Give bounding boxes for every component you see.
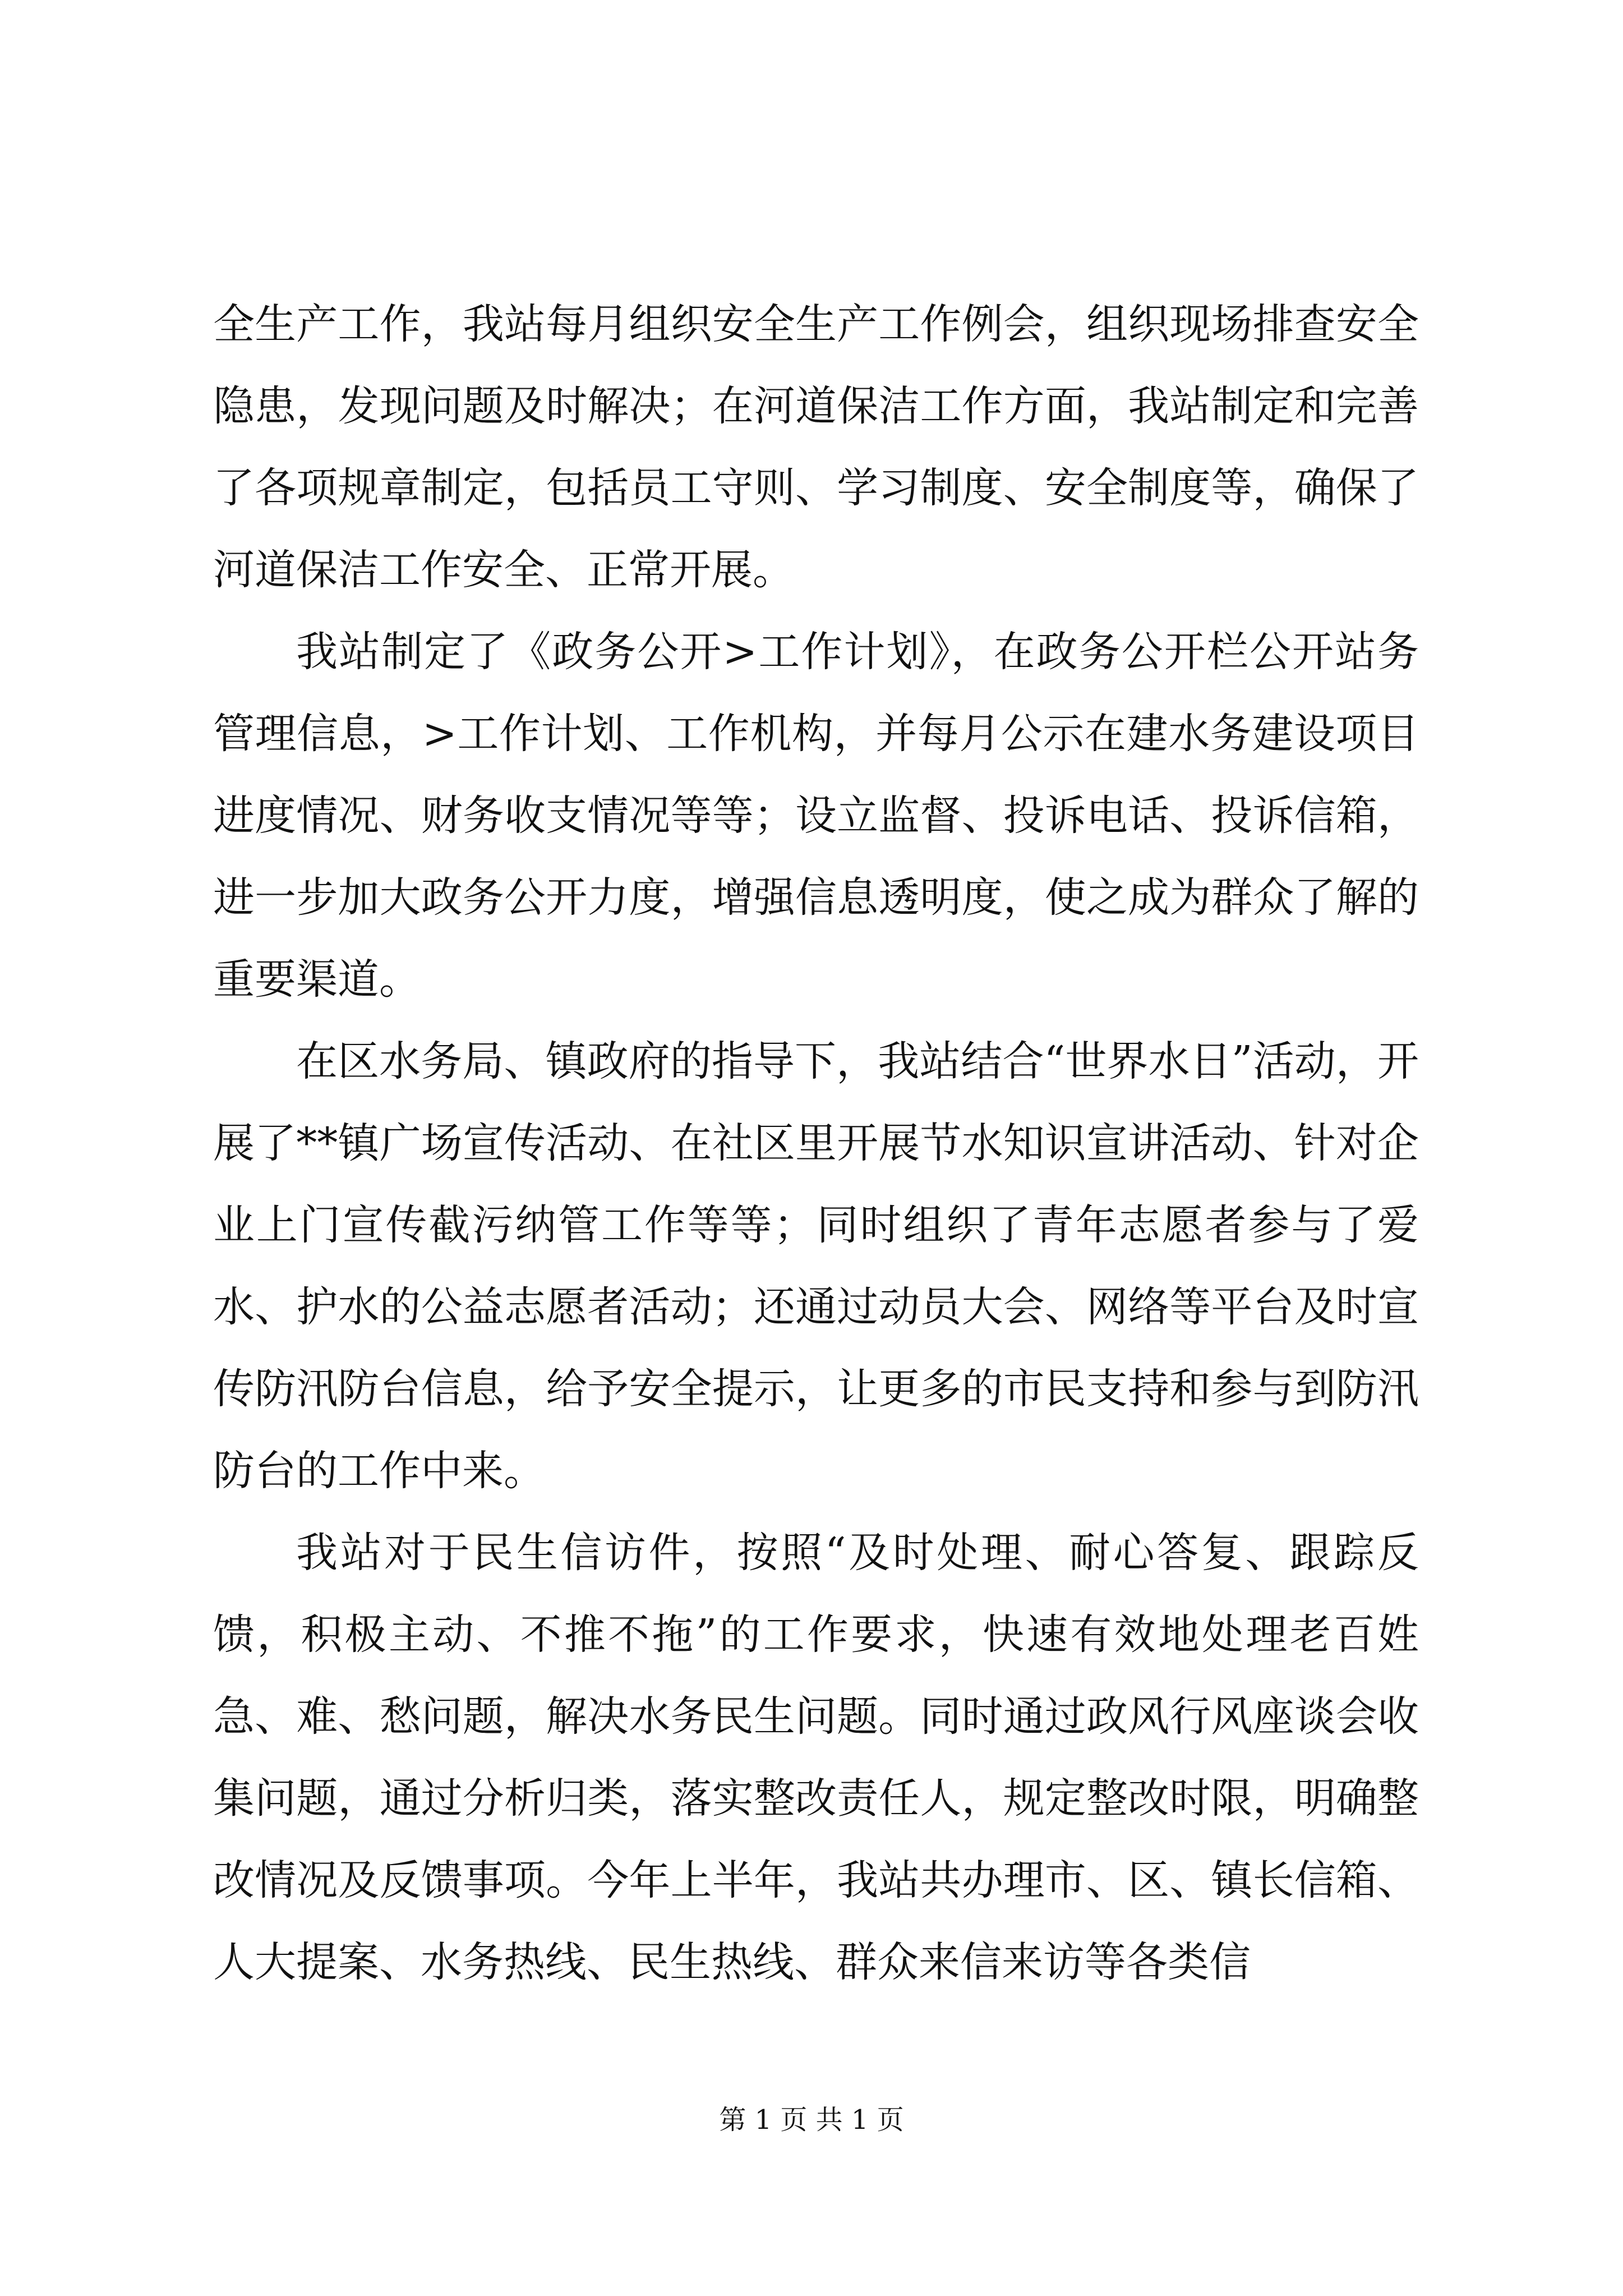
page-footer — [0, 2098, 1623, 2137]
paragraph-petition-handling: 我站对于民生信访件，按照“及时处理、耐心答复、跟踪反馈，积极主动、不推不拖”的工作要求，快速有效地处理老百姓急、难、愁问题，解决水务民生问题。同时通过政风行风座谈会收集问题，通过分析归类，落实整改责任人，规定整改时限，明确整改情况及反馈事项。今年上半年，我站共办理市、区、镇长信箱、人大提案、水务热线、民生热线、群众来信来访等各类信 — [213, 1529, 1419, 1986]
paragraph-safety-production: 全生产工作，我站每月组织安全生产工作例会，组织现场排查安全隐患，发现问题及时解决；在河道保洁工作方面，我站制定和完善了各项规章制定，包括员工守则、学习制度、安全制度等，确保了河道保洁工作安全、正常开展。 — [213, 300, 1419, 594]
page-number: 第 1 页 共 1 页 — [719, 2104, 904, 2136]
document-body — [213, 283, 1419, 2003]
paragraph-world-water-day-activities: 在区水务局、镇政府的指导下，我站结合“世界水日”活动，开展了**镇广场宣传活动、在社区里开展节水知识宣讲活动、针对企业上门宣传截污纳管工作等等；同时组织了青年志愿者参与了爱水、护水的公益志愿者活动；还通过动员大会、网络等平台及时宣传防汛防台信息，给予安全提示，让更多的市民支持和参与到防汛防台的工作中来。 — [213, 1037, 1419, 1495]
paragraph-government-affairs-disclosure: 我站制定了《政务公开>工作计划》，在政务公开栏公开站务管理信息，>工作计划、工作机构，并每月公示在建水务建设项目进度情况、财务收支情况等等；设立监督、投诉电话、投诉信箱，进一步加大政务公开力度，增强信息透明度，使之成为群众了解的重要渠道。 — [213, 628, 1419, 1004]
